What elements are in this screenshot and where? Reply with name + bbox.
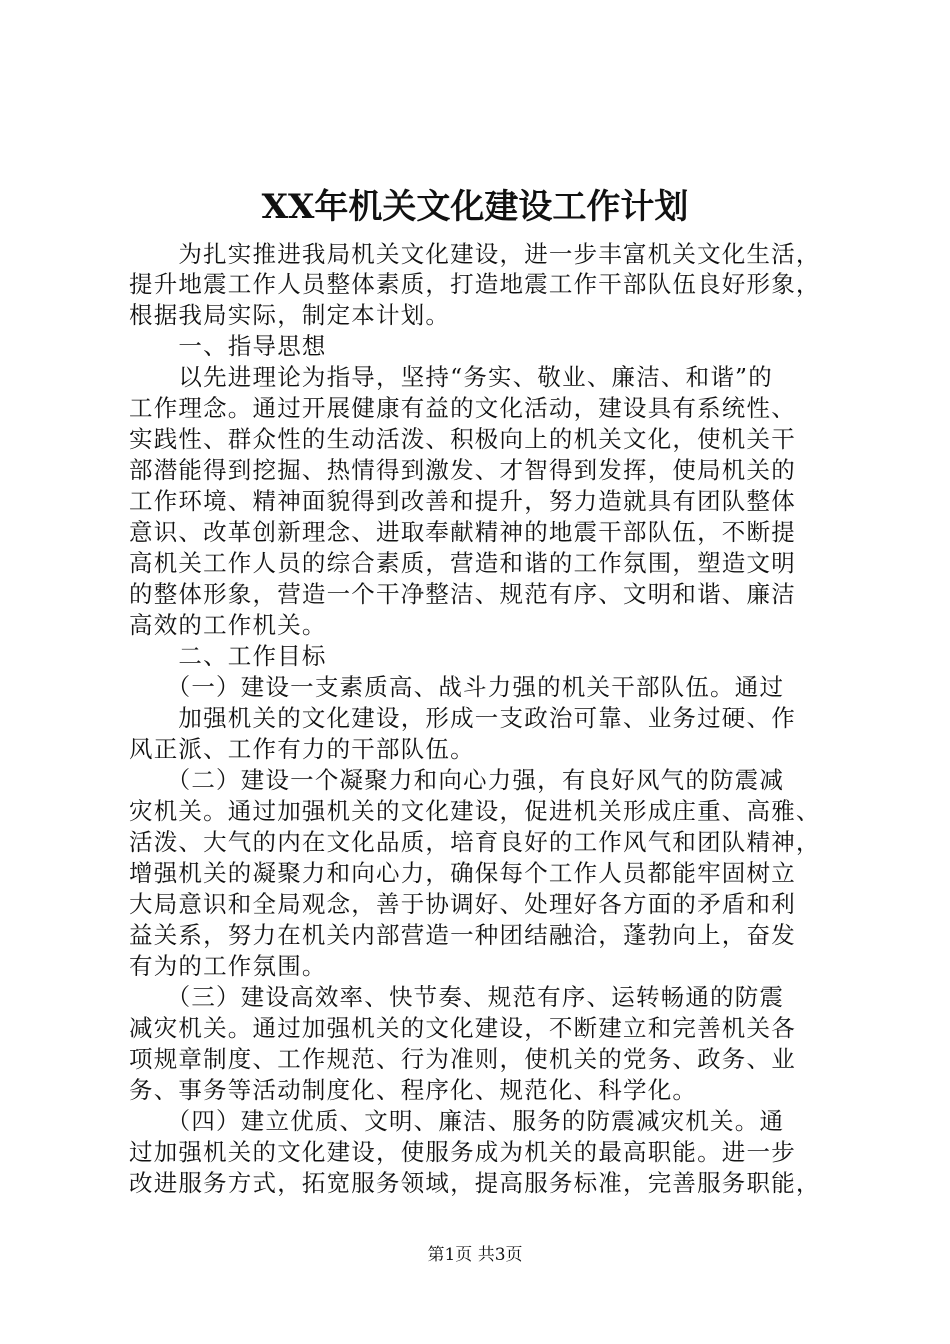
body-line: 风正派、工作有力的干部队伍。 [129,735,475,763]
body-line: 根据我局实际，制定本计划。 [129,301,451,329]
document-title: XX年机关文化建设工作计划 [261,187,689,227]
body-line: （二）建设一个凝聚力和向心力强，有良好风气的防震减 [129,766,785,794]
body-line: 益关系，努力在机关内部营造一种团结融洽，蓬勃向上，奋发 [129,921,796,949]
body-line: 工作环境、精神面貌得到改善和提升，努力造就具有团队整体 [129,487,796,515]
body-line: 活泼、大气的内在文化品质，培育良好的工作风气和团队精神， [129,828,821,856]
page-number-footer: 第1页 共3页 [427,1245,523,1265]
body-line: （四）建立优质、文明、廉洁、服务的防震减灾机关。通 [129,1107,785,1135]
body-line: 高机关工作人员的综合素质，营造和谐的工作氛围，塑造文明 [129,549,796,577]
body-line: 部潜能得到挖掘、热情得到激发、才智得到发挥，使局机关的 [129,456,796,484]
body-line: （三）建设高效率、快节奏、规范有序、运转畅通的防震 [129,983,785,1011]
body-line: 项规章制度、工作规范、行为准则，使机关的党务、政务、业 [129,1045,796,1073]
body-line: 大局意识和全局观念，善于协调好、处理好各方面的矛盾和利 [129,890,796,918]
body-line: 过加强机关的文化建设，使服务成为机关的最高职能。进一步 [129,1138,796,1166]
body-line: 为扎实推进我局机关文化建设，进一步丰富机关文化生活， [129,240,821,268]
section-heading: 一、指导思想 [129,332,327,360]
body-line: 加强机关的文化建设，形成一支政治可靠、业务过硬、作 [129,704,796,732]
section-heading: 二、工作目标 [129,642,327,670]
body-line: 以先进理论为指导，坚持“务实、敬业、廉洁、和谐”的 [129,363,773,391]
body-line: 意识、改革创新理念、进取奉献精神的地震干部队伍，不断提 [129,518,796,546]
body-line: 高效的工作机关。 [129,611,327,639]
body-line: 灾机关。通过加强机关的文化建设，促进机关形成庄重、高雅、 [129,797,821,825]
body-line: 务、事务等活动制度化、程序化、规范化、科学化。 [129,1076,698,1104]
body-line: 实践性、群众性的生动活泼、积极向上的机关文化，使机关干 [129,425,796,453]
body-line: 的整体形象，营造一个干净整洁、规范有序、文明和谐、廉洁 [129,580,796,608]
body-line: 提升地震工作人员整体素质，打造地震工作干部队伍良好形象， [129,270,821,298]
body-line: （一）建设一支素质高、战斗力强的机关干部队伍。通过 [129,673,785,701]
body-line: 增强机关的凝聚力和向心力，确保每个工作人员都能牢固树立 [129,859,796,887]
body-line: 有为的工作氛围。 [129,952,327,980]
body-line: 工作理念。通过开展健康有益的文化活动，建设具有系统性、 [129,394,796,422]
body-line: 改进服务方式，拓宽服务领域，提高服务标准，完善服务职能， [129,1169,821,1197]
body-line: 减灾机关。通过加强机关的文化建设，不断建立和完善机关各 [129,1014,796,1042]
